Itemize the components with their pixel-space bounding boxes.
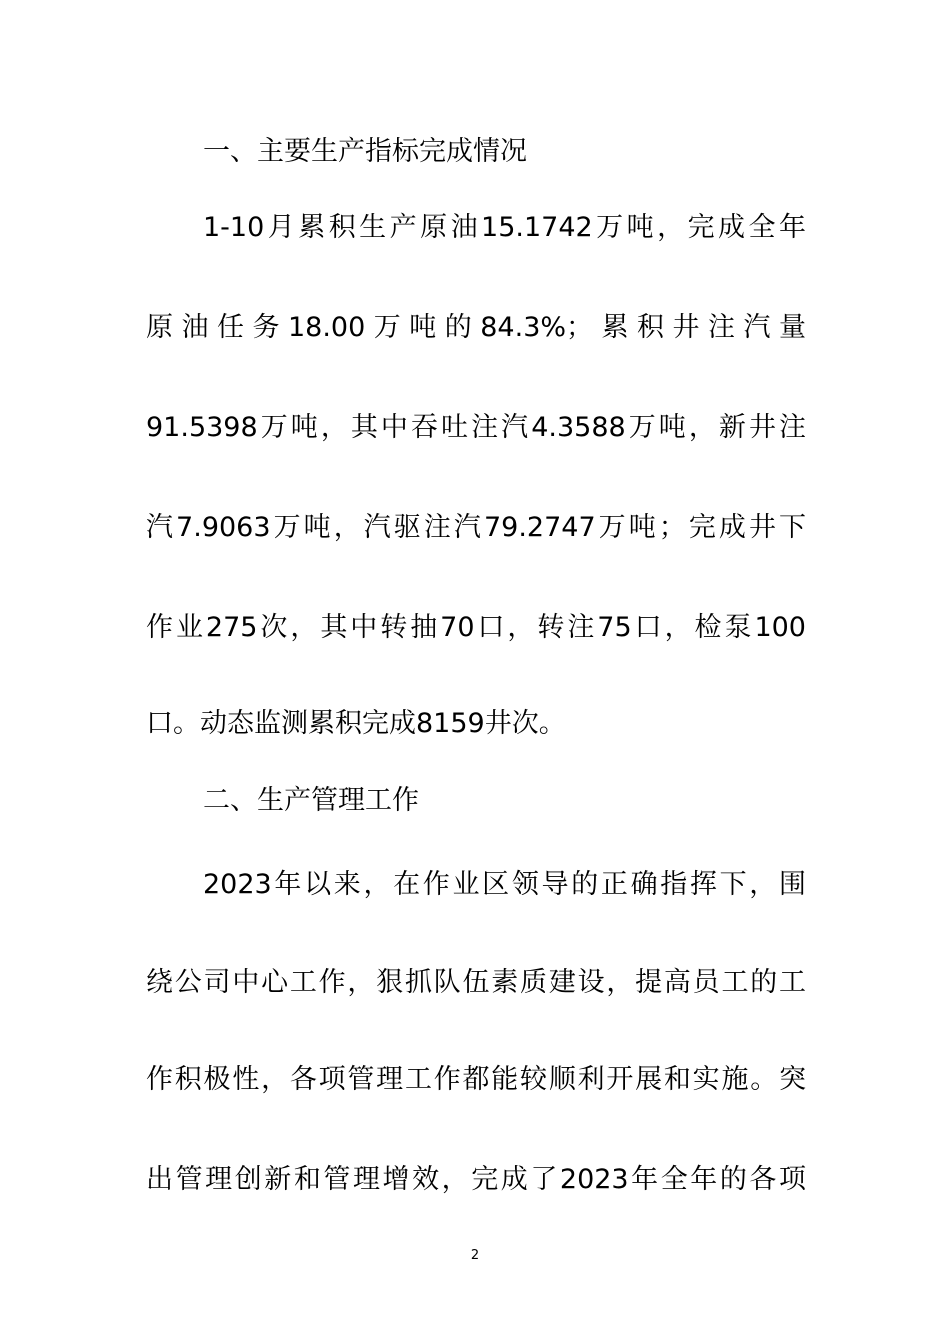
paragraph-line: 作积极性，各项管理工作都能较顺利开展和实施。突 <box>146 1064 806 1095</box>
paragraph-line: 汽7.9063万吨，汽驱注汽79.2747万吨；完成井下 <box>146 512 806 543</box>
paragraph-line: 1-10月累积生产原油15.1742万吨，完成全年 <box>203 212 806 243</box>
paragraph-line: 口。动态监测累积完成8159井次。 <box>146 708 566 739</box>
section-heading-2: 二、生产管理工作 <box>203 785 419 816</box>
section-heading-1: 一、主要生产指标完成情况 <box>203 136 527 167</box>
page-number: 2 <box>470 1248 480 1263</box>
paragraph-line: 原油任务18.00万吨的84.3%；累积井注汽量 <box>146 312 806 343</box>
paragraph-line: 2023年以来，在作业区领导的正确指挥下，围 <box>203 869 806 900</box>
paragraph-line: 绕公司中心工作，狠抓队伍素质建设，提高员工的工 <box>146 967 806 998</box>
paragraph-line: 91.5398万吨，其中吞吐注汽4.3588万吨，新井注 <box>146 412 806 443</box>
paragraph-line: 作业275次，其中转抽70口，转注75口，检泵100 <box>146 612 806 643</box>
paragraph-line: 出管理创新和管理增效，完成了2023年全年的各项 <box>146 1164 806 1195</box>
